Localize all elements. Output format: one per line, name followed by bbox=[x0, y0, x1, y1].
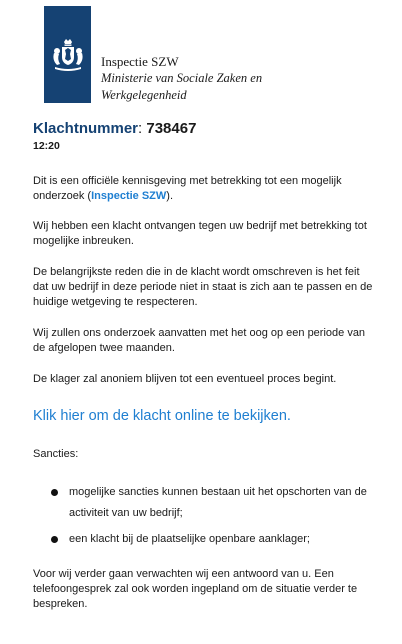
complaint-number-line bbox=[33, 120, 373, 138]
logo-bar bbox=[44, 6, 91, 103]
complaint-number-label: Klachtnummer bbox=[33, 120, 139, 137]
sanctions-list bbox=[33, 482, 373, 550]
list-item bbox=[33, 482, 373, 524]
message-body bbox=[33, 120, 373, 612]
org-subtitle-line-1: Ministerie van Sociale Zaken en bbox=[101, 71, 263, 85]
list-item bbox=[33, 529, 373, 550]
bullet-icon bbox=[51, 536, 58, 543]
logo bbox=[44, 6, 262, 104]
paragraph-outro: Voor wij verder gaan verwachten wij een antwoord van u. Een telefoongesprek zal ook worden ingepland om de situatie verder te bespreken. bbox=[33, 568, 358, 610]
paragraph-notice-prefix: Dit is een officiële kennisgeving met betrekking tot een mogelijk onderzoek ( bbox=[33, 175, 342, 202]
view-complaint-link[interactable]: Klik hier om de klacht online te bekijken. bbox=[33, 408, 291, 424]
org-title: Inspectie SZW bbox=[101, 54, 179, 69]
paragraph-anonymous: De klager zal anoniem blijven tot een eventueel proces begint. bbox=[33, 373, 337, 385]
sanctions-label: Sancties: bbox=[33, 448, 79, 460]
brand-name: Inspectie SZW bbox=[91, 190, 167, 202]
sanction-text: een klacht bij de plaatselijke openbare aanklager; bbox=[69, 533, 310, 545]
bullet-icon bbox=[51, 489, 58, 496]
complaint-number-value: 738467 bbox=[146, 120, 197, 137]
paragraph-complaint-received: Wij hebben een klacht ontvangen tegen uw bedrijf met betrekking tot mogelijke inbreuken. bbox=[33, 220, 367, 247]
paragraph-notice-suffix: ). bbox=[166, 190, 174, 202]
sanction-text: mogelijke sancties kunnen bestaan uit het opschorten van de activiteit van uw bedrijf; bbox=[69, 486, 367, 519]
org-subtitle-line-2: Werkgelegenheid bbox=[101, 88, 187, 102]
dutch-coat-of-arms-icon bbox=[49, 38, 87, 72]
complaint-number-colon: : bbox=[138, 120, 143, 137]
timestamp: 12:20 bbox=[33, 140, 60, 152]
paragraph-complaint-reason: De belangrijkste reden die in de klacht wordt omschreven is het feit dat uw bedrijf in deze periode niet in staat is zich aan te passen en de huidige wetgeving te respecteren. bbox=[33, 266, 373, 308]
paragraph-investigation: Wij zullen ons onderzoek aanvatten met het oog op een periode van de afgelopen twee maanden. bbox=[33, 327, 366, 354]
paragraph-notice bbox=[33, 174, 373, 204]
